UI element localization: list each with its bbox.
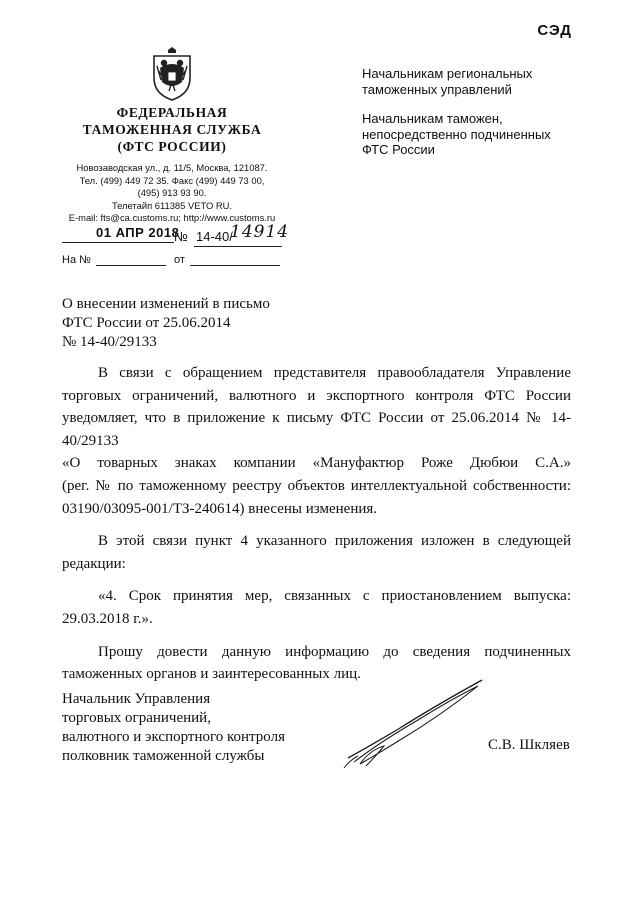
subject-line: ФТС России от 25.06.2014 xyxy=(62,315,231,331)
addressee-line: непосредственно подчиненных xyxy=(362,126,551,142)
body-paragraph-1 xyxy=(62,362,571,520)
letter-body xyxy=(62,362,571,686)
handwritten-signature-icon xyxy=(340,676,490,772)
organization-line: (ФТС РОССИИ) xyxy=(117,139,227,154)
number-label: № xyxy=(174,229,188,244)
date-underline xyxy=(62,242,174,243)
addressee-group xyxy=(362,111,582,158)
body-paragraph-4 xyxy=(62,641,571,686)
organization-line: ТАМОЖЕННАЯ СЛУЖБА xyxy=(82,122,262,137)
body-line: В этой связи пункт 4 указанного приложения изложен в следующей xyxy=(98,533,571,550)
addressee-line: Начальникам таможен, xyxy=(362,111,503,126)
organization-name xyxy=(62,104,282,155)
body-line: В связи с обращением представителя правообладателя Управление xyxy=(98,365,571,381)
signer-line: валютного и экспортного контроля xyxy=(62,729,285,745)
body-line: Прошу довести данную информацию до сведения подчиненных xyxy=(98,643,571,660)
addressee-line: Начальникам региональных xyxy=(362,66,533,81)
subject-line: О внесении изменений в письмо xyxy=(62,296,270,312)
body-line: 29.03.2018 г.». xyxy=(62,610,153,627)
body-line: торговых ограничений, валютного и экспортного контроля ФТС России xyxy=(62,387,571,404)
contact-details xyxy=(62,162,282,225)
subject-line: № 14-40/29133 xyxy=(62,334,157,350)
signer-position xyxy=(62,690,285,766)
russian-coat-of-arms-icon xyxy=(148,46,196,102)
body-paragraph-3 xyxy=(62,585,571,630)
sed-mark: СЭД xyxy=(537,22,572,39)
contact-line: (495) 913 93 90. xyxy=(137,187,207,199)
addressee-line: таможенных управлений xyxy=(362,81,512,97)
body-line: редакции: xyxy=(62,555,126,572)
registration-date-stamp: 01 АПР 2018 xyxy=(96,225,180,240)
body-line: «4. Срок принятия мер, связанных с приостановлением выпуска: xyxy=(98,588,571,605)
addressee-group xyxy=(362,66,582,97)
body-line: «О товарных знаках компании «Мануфактюр Роже Дюбюи С.А.» xyxy=(62,455,571,472)
contact-line: Телетайп 611385 VETO RU. xyxy=(111,199,233,211)
reference-from-label: от xyxy=(174,254,185,266)
body-line: уведомляет, что в приложение к письму ФТС России от 25.06.2014 № 14-40/29133 xyxy=(62,410,571,449)
signer-name: С.В. Шкляев xyxy=(488,737,570,753)
body-line: 03190/03095-001/ТЗ-240614) внесены изменения. xyxy=(62,500,378,517)
number-underline xyxy=(194,246,282,247)
body-line: таможенных органов и заинтересованных лиц. xyxy=(62,666,361,683)
reference-from-underline xyxy=(190,265,280,266)
signer-line: полковник таможенной службы xyxy=(62,748,265,764)
addressee-block xyxy=(362,66,582,172)
contact-line: E-mail: fts@ca.customs.ru; http://www.customs.ru xyxy=(68,212,276,224)
reference-underline xyxy=(96,265,166,266)
addressee-line: ФТС России xyxy=(362,142,435,157)
reference-label: На № xyxy=(62,254,91,266)
body-line: (рег. № по таможенному реестру объектов интеллектуальной собственности: xyxy=(62,477,571,494)
contact-line: Новозаводская ул., д. 11/5, Москва, 121087. xyxy=(76,162,268,173)
signer-line: торговых ограничений, xyxy=(62,710,211,726)
signer-line: Начальник Управления xyxy=(62,691,211,707)
number-handwritten: 14914 xyxy=(230,222,290,242)
contact-line: Тел. (499) 449 72 35. Факс (499) 449 73 00, xyxy=(79,174,265,186)
body-paragraph-2 xyxy=(62,530,571,575)
number-prefix: 14-40/ xyxy=(196,229,233,244)
letter-subject xyxy=(62,295,270,352)
organization-line: ФЕДЕРАЛЬНАЯ xyxy=(116,105,228,120)
